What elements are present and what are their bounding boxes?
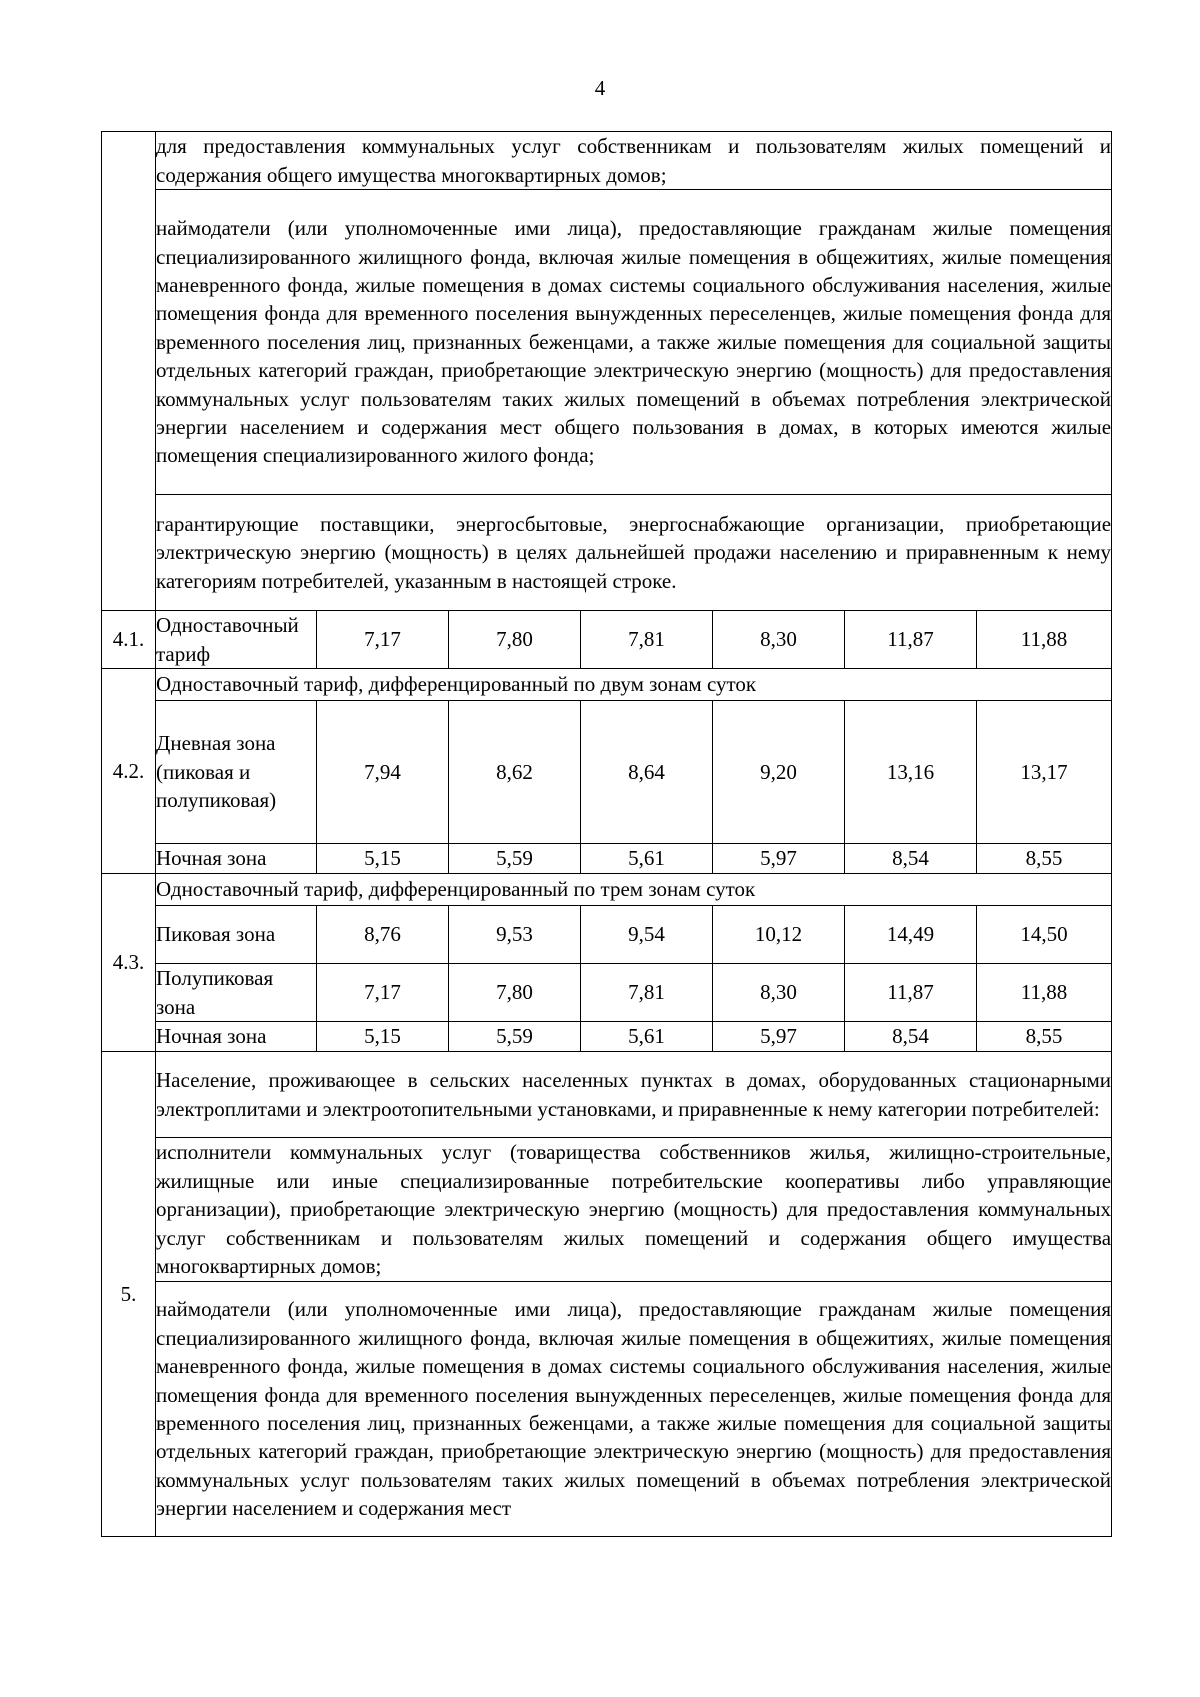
- tariff-value: 14,49: [845, 906, 977, 964]
- tariff-value: 9,54: [581, 906, 713, 964]
- tariff-value: 7,80: [449, 611, 581, 669]
- tariff-value: 5,15: [317, 844, 449, 874]
- tariff-subheader: Одноставочный тариф, дифференцированный по двум зонам суток: [156, 669, 1112, 701]
- zone-label: Ночная зона: [156, 844, 317, 874]
- tariff-value: 7,81: [581, 611, 713, 669]
- tariff-value: 8,54: [845, 1022, 977, 1052]
- zone-label: Пиковая зона: [156, 906, 317, 964]
- category-paragraph: гарантирующие поставщики, энергосбытовые, энергоснабжающие организации, приобретающие электрическую энергию (мощность) в целях дальнейшей продажи населению и приравненным к нему категориям потребителей, указанным в настоящей строке.: [156, 495, 1112, 611]
- table-row: [102, 669, 1112, 701]
- tariff-value: 8,55: [977, 1022, 1112, 1052]
- tariff-value: 5,59: [449, 844, 581, 874]
- tariff-value: 7,17: [317, 964, 449, 1022]
- row-number-cell: [102, 132, 156, 611]
- tariff-value: 7,80: [449, 964, 581, 1022]
- tariff-value: 8,54: [845, 844, 977, 874]
- tariff-value: 8,30: [713, 611, 845, 669]
- tariff-value: 9,20: [713, 701, 845, 844]
- tariff-value: 13,17: [977, 701, 1112, 844]
- category-paragraph: наймодатели (или уполномоченные ими лица), предоставляющие гражданам жилые помещения специализированного жилищного фонда, включая жилые помещения в общежитиях, жилые помещения маневренного фонда, жилые помещения в домах системы социального обслуживания населения, жилые помещения фонда для временного поселения вынужденных переселенцев, жилые помещения фонда для временного поселения лиц, признанных беженцами, а также жилые помещения для социальной защиты отдельных категорий граждан, приобретающие электрическую энергию (мощность) для предоставления коммунальных услуг пользователям таких жилых помещений в объемах потребления электрической энергии населением и содержания мест: [156, 1282, 1112, 1537]
- tariff-value: 11,88: [977, 611, 1112, 669]
- table-row: [102, 1022, 1112, 1052]
- table-row: [102, 495, 1112, 611]
- category-paragraph: Население, проживающее в сельских населенных пунктах в домах, оборудованных стационарными электроплитами и электроотопительными установками, и приравненные к нему категории потребителей:: [156, 1052, 1112, 1138]
- tariff-value: 14,50: [977, 906, 1112, 964]
- category-paragraph: для предоставления коммунальных услуг собственникам и пользователям жилых помещений и содержания общего имущества многоквартирных домов;: [156, 132, 1112, 190]
- tariff-value: 5,97: [713, 844, 845, 874]
- table-row: [102, 190, 1112, 495]
- tariff-value: 8,30: [713, 964, 845, 1022]
- tariff-table: [101, 131, 1112, 1537]
- table-row: [102, 964, 1112, 1022]
- category-paragraph: исполнители коммунальных услуг (товарищества собственников жилья, жилищно-строительные, жилищные или иные специализированные потребительские кооперативы либо управляющие организации), приобретающие электрическую энергию (мощность) для предоставления коммунальных услуг собственникам и пользователям жилых помещений и содержания общего имущества многоквартирных домов;: [156, 1138, 1112, 1282]
- row-number: 5.: [102, 1052, 156, 1537]
- tariff-value: 11,88: [977, 964, 1112, 1022]
- tariff-value: 8,55: [977, 844, 1112, 874]
- tariff-value: 5,61: [581, 844, 713, 874]
- tariff-value: 10,12: [713, 906, 845, 964]
- table-row: [102, 874, 1112, 906]
- tariff-value: 13,16: [845, 701, 977, 844]
- table-row: [102, 611, 1112, 669]
- category-paragraph: наймодатели (или уполномоченные ими лица), предоставляющие гражданам жилые помещения специализированного жилищного фонда, включая жилые помещения в общежитиях, жилые помещения маневренного фонда, жилые помещения в домах системы социального обслуживания населения, жилые помещения фонда для временного поселения вынужденных переселенцев, жилые помещения фонда для временного поселения лиц, признанных беженцами, а также жилые помещения для социальной защиты отдельных категорий граждан, приобретающие электрическую энергию (мощность) для предоставления коммунальных услуг пользователям таких жилых помещений в объемах потребления электрической энергии населением и содержания мест общего пользования в домах, в которых имеются жилые помещения специализированного жилого фонда;: [156, 190, 1112, 495]
- table-row: [102, 132, 1112, 190]
- tariff-value: 5,15: [317, 1022, 449, 1052]
- zone-label: Ночная зона: [156, 1022, 317, 1052]
- tariff-value: 11,87: [845, 964, 977, 1022]
- page-number: 4: [594, 76, 606, 100]
- table-row: [102, 1138, 1112, 1282]
- table-row: [102, 906, 1112, 964]
- zone-label: Дневная зона (пиковая и полупиковая): [156, 701, 317, 844]
- tariff-value: 8,64: [581, 701, 713, 844]
- tariff-value: 7,81: [581, 964, 713, 1022]
- table-row: [102, 1052, 1112, 1138]
- table-row: [102, 1282, 1112, 1537]
- row-number: 4.2.: [102, 669, 156, 874]
- tariff-value: 9,53: [449, 906, 581, 964]
- tariff-value: 8,76: [317, 906, 449, 964]
- table-row: [102, 844, 1112, 874]
- tariff-value: 7,94: [317, 701, 449, 844]
- tariff-value: 8,62: [449, 701, 581, 844]
- row-number: 4.3.: [102, 874, 156, 1052]
- tariff-value: 11,87: [845, 611, 977, 669]
- tariff-value: 5,61: [581, 1022, 713, 1052]
- tariff-value: 7,17: [317, 611, 449, 669]
- row-number: 4.1.: [102, 611, 156, 669]
- table-row: [102, 701, 1112, 844]
- zone-label: Полупиковая зона: [156, 964, 317, 1022]
- tariff-subheader: Одноставочный тариф, дифференцированный по трем зонам суток: [156, 874, 1112, 906]
- tariff-label: Одноставочный тариф: [156, 611, 317, 669]
- tariff-value: 5,59: [449, 1022, 581, 1052]
- tariff-value: 5,97: [713, 1022, 845, 1052]
